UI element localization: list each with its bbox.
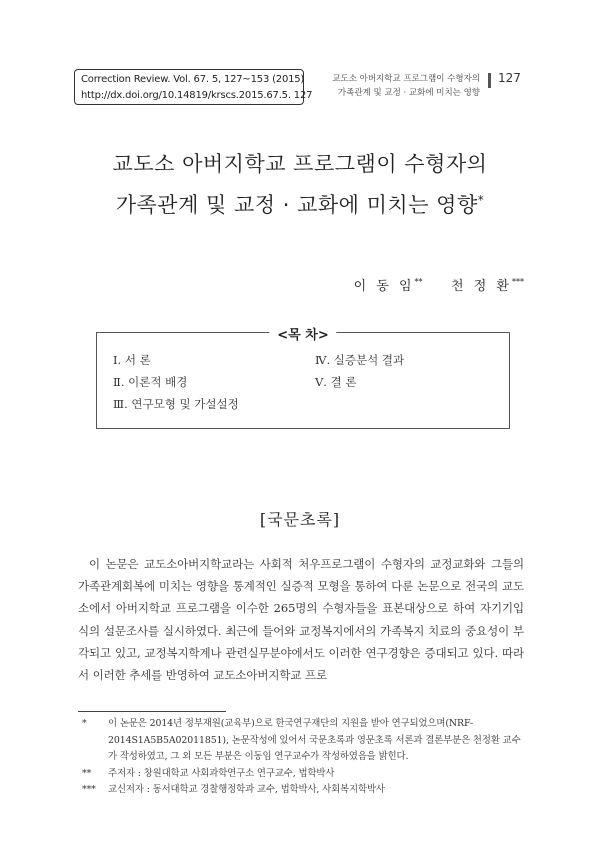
table-of-contents	[96, 328, 510, 429]
author-footnote-mark[interactable]: **	[414, 277, 423, 287]
title-footnote-mark[interactable]: *	[477, 193, 485, 207]
footnote-mark: **	[82, 767, 92, 779]
author-name: 천 정 환	[451, 279, 512, 294]
toc-column-left	[113, 349, 239, 415]
title-line2-wrap	[0, 182, 600, 223]
footnote-text: 주저자 : 창원대학교 사회과학연구소 연구교수, 법학박사	[108, 767, 335, 779]
title-line2: 가족관계 및 교정 · 교화에 미치는 영향	[115, 193, 478, 217]
toc-item: Ⅴ. 결 론	[315, 375, 357, 389]
toc-item: Ⅳ. 실증분석 결과	[315, 353, 405, 367]
toc-item: Ⅰ. 서 론	[113, 353, 151, 367]
toc-item: Ⅲ. 연구모형 및 가설설정	[113, 397, 239, 411]
paper-title	[0, 146, 600, 223]
footnote-item	[82, 766, 522, 783]
running-head-line1: 교도소 아버지학교 프로그램이 수형자의	[332, 74, 480, 84]
footnote-text: 교신저자 : 동서대학교 경찰행정학과 교수, 법학박사, 사회복지학박사	[108, 784, 385, 796]
footnote-divider	[78, 711, 226, 712]
page-number: 127	[498, 71, 521, 85]
footnote-mark: ***	[82, 784, 96, 796]
citation-journal: Correction Review. Vol. 67. 5, 127~153 (2015)	[81, 74, 305, 85]
running-head-line2: 가족관계 및 교정 · 교화에 미치는 영향	[337, 88, 480, 98]
abstract-body: 이 논문은 교도소아버지학교라는 사회적 처우프로그램이 수형자의 교정교화와 그들의 가족관계회복에 미치는 영향을 통계적인 실증적 모형을 통하여 다룬 논문으로 전국의 교도소에서 아버지학교 프로그램을 이수한 265명의 수형자들을 표본대상으로 하여 자기기입식의 설문조사를 실시하였다. 최근에 들어와 교정복지에서의 가족복지 치료의 중요성이 부각되고 있고, 교정복지학계나 관련실무분야에서도 이러한 연구경향은 증대되고 있다. 따라서 이러한 추세를 반영하여 교도소아버지학교 프로	[78, 557, 524, 683]
footnote-item	[82, 716, 522, 766]
abstract-heading: [국문초록]	[259, 510, 341, 529]
toc-heading: <목 차>	[269, 324, 336, 343]
toc-item: Ⅱ. 이론적 배경	[113, 375, 188, 389]
page-number-divider	[488, 73, 491, 88]
author-list	[354, 275, 524, 294]
author-footnote-mark[interactable]: ***	[512, 277, 524, 287]
footnote-text: 이 논문은 2014년 정부재원(교육부)으로 한국연구재단의 지원을 받아 연구되었으며(NRF-2014S1A5B5A02011851), 논문작성에 있어서 국문초록과 영문초록 서론과 결론부분은 천정환 교수가 작성하였고, 그 외 모든 부분은 이동임 연구교수가 작성하였음을 밝힌다.	[108, 718, 521, 763]
title-line1: 교도소 아버지학교 프로그램이 수형자의	[112, 152, 488, 176]
footnote-mark: *	[82, 718, 87, 729]
toc-column-right	[315, 349, 404, 393]
citation-box	[74, 69, 313, 105]
citation-doi[interactable]: http://dx.doi.org/10.14819/krscs.2015.67.5. 127	[81, 90, 313, 101]
footnotes	[82, 716, 522, 799]
footnote-item	[82, 782, 522, 799]
author-name: 이 동 임	[353, 279, 415, 294]
running-head	[330, 72, 480, 100]
